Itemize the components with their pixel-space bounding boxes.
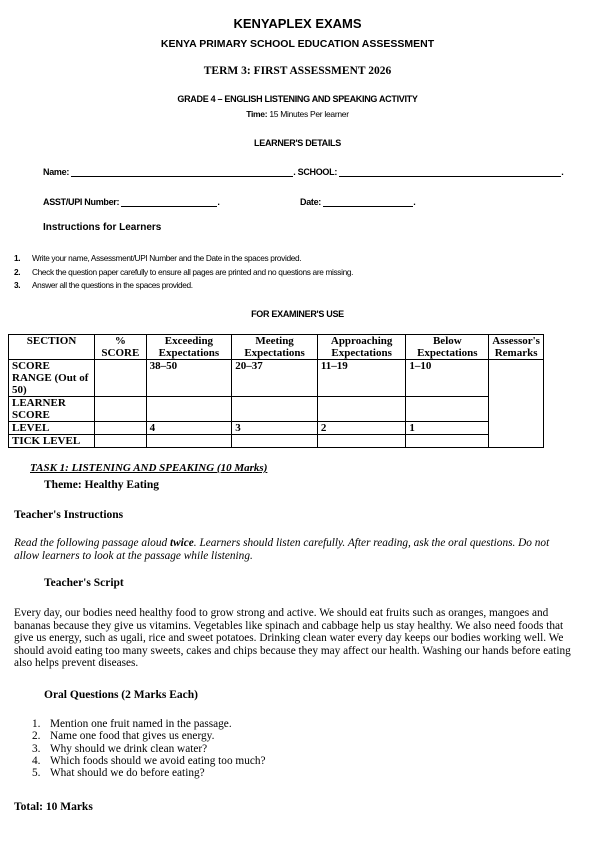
cell[interactable]: [317, 397, 406, 422]
term-title: TERM 3: FIRST ASSESSMENT 2026: [203, 65, 392, 77]
org-title: KENYAPLEX EXAMS: [233, 16, 362, 31]
score-cell[interactable]: [95, 360, 147, 397]
question-item: 4. Which foods should we avoid eating too much?: [32, 754, 266, 767]
row-label: LEARNER SCORE: [9, 397, 95, 422]
teacher-instructions-heading: Teacher's Instructions: [14, 509, 124, 521]
table-row: [9, 435, 544, 448]
col-header: Approaching Expectations: [317, 335, 406, 360]
date-row: Date: .: [300, 197, 416, 207]
total-marks: Total: 10 Marks: [14, 801, 93, 813]
row-label: SCORE RANGE (Out of 50): [9, 360, 95, 397]
cell: 11–19: [317, 360, 406, 397]
question-item: 1. Mention one fruit named in the passage.: [32, 718, 232, 730]
instruction-item: 2. Check the question paper carefully to ensure all pages are printed and no questions are missing.: [14, 266, 354, 277]
cell: 1: [406, 422, 489, 435]
oral-questions-list: [32, 718, 266, 779]
col-header: SECTION: [9, 335, 95, 360]
question-item: 5. What should we do before eating?: [32, 767, 205, 780]
instruction-item: 3. Answer all the questions in the spaces provided.: [14, 280, 193, 290]
cell[interactable]: [232, 435, 318, 448]
asst-field[interactable]: [121, 195, 217, 207]
cell[interactable]: [146, 435, 232, 448]
cell: 1–10: [406, 360, 489, 397]
instructions-heading: Instructions for Learners: [43, 222, 162, 233]
time-value: 15 Minutes Per learner: [267, 109, 349, 119]
asst-label: ASST/UPI Number:: [43, 197, 120, 207]
cell[interactable]: [232, 397, 318, 422]
cell: 2: [317, 422, 406, 435]
remarks-cell[interactable]: [489, 360, 544, 448]
col-header: Exceeding Expectations: [146, 335, 232, 360]
asst-row: ASST/UPI Number: .: [43, 197, 220, 207]
score-cell[interactable]: [95, 435, 147, 448]
emphasis-twice: twice: [169, 537, 194, 549]
table-row: [9, 397, 544, 422]
instruction-item: 1. Write your name, Assessment/UPI Number and the Date in the spaces provided.: [14, 253, 302, 263]
task-theme: Theme: Healthy Eating: [44, 479, 159, 491]
name-field[interactable]: [71, 165, 293, 177]
cell: 4: [146, 422, 232, 435]
col-header: % SCORE: [95, 335, 147, 360]
oral-questions-heading: Oral Questions (2 Marks Each): [44, 689, 198, 701]
task-title: TASK 1: LISTENING AND SPEAKING (10 Marks): [30, 462, 268, 474]
date-label: Date:: [300, 197, 322, 207]
name-label: Name:: [43, 167, 70, 177]
col-header: Assessor's Remarks: [489, 335, 544, 360]
cell: 38–50: [146, 360, 232, 397]
passage-text: Every day, our bodies need healthy food to grow strong and active. We should eat fruits such as oranges, mangoes and bananas because they give us vitamins. Vegetables like spinach and cabbage help us stay healthy. We also need foods that give us energy, such as ugali, rice and sweet potatoes. Drinking clean water every day keeps our bodies working well. We should avoid eating too many sweets, cakes and chips because they may affect our health. Washing our hands before eating also helps prevent diseases.: [14, 607, 571, 670]
school-field[interactable]: [339, 165, 561, 177]
learner-details-heading: LEARNER'S DETAILS: [254, 138, 341, 148]
date-field[interactable]: [323, 195, 413, 207]
cell: 20–37: [232, 360, 318, 397]
row-label: LEVEL: [9, 422, 95, 435]
time-line: [0, 109, 595, 119]
script-heading: Teacher's Script: [44, 577, 124, 589]
instructions-list: [14, 252, 353, 293]
time-label: Time:: [246, 109, 268, 119]
examiner-table: [8, 334, 544, 448]
score-cell[interactable]: [95, 422, 147, 435]
question-item: 3. Why should we drink clean water?: [32, 742, 208, 755]
grade-title: GRADE 4 – ENGLISH LISTENING AND SPEAKING ACTIVITY: [177, 94, 418, 104]
table-row: [9, 360, 544, 397]
cell[interactable]: [406, 435, 489, 448]
name-row: Name: . SCHOOL: .: [43, 167, 564, 177]
row-label: TICK LEVEL: [9, 435, 95, 448]
score-cell[interactable]: [95, 397, 147, 422]
cell[interactable]: [317, 435, 406, 448]
school-label: SCHOOL:: [297, 167, 338, 177]
col-header: Below Expectations: [406, 335, 489, 360]
cell: 3: [232, 422, 318, 435]
assessment-title: KENYA PRIMARY SCHOOL EDUCATION ASSESSMENT: [160, 38, 435, 50]
table-row: [9, 422, 544, 435]
cell[interactable]: [146, 397, 232, 422]
col-header: Meeting Expectations: [232, 335, 318, 360]
table-header-row: [9, 335, 544, 360]
teacher-instructions-text: Read the following passage aloud twice. Learners should listen carefully. After reading, ask the oral questions. Do not allow learners to look at the passage while listening.: [14, 537, 550, 562]
question-item: 2. Name one food that gives us energy.: [32, 730, 215, 743]
examiner-heading: FOR EXAMINER'S USE: [251, 309, 344, 319]
cell[interactable]: [406, 397, 489, 422]
